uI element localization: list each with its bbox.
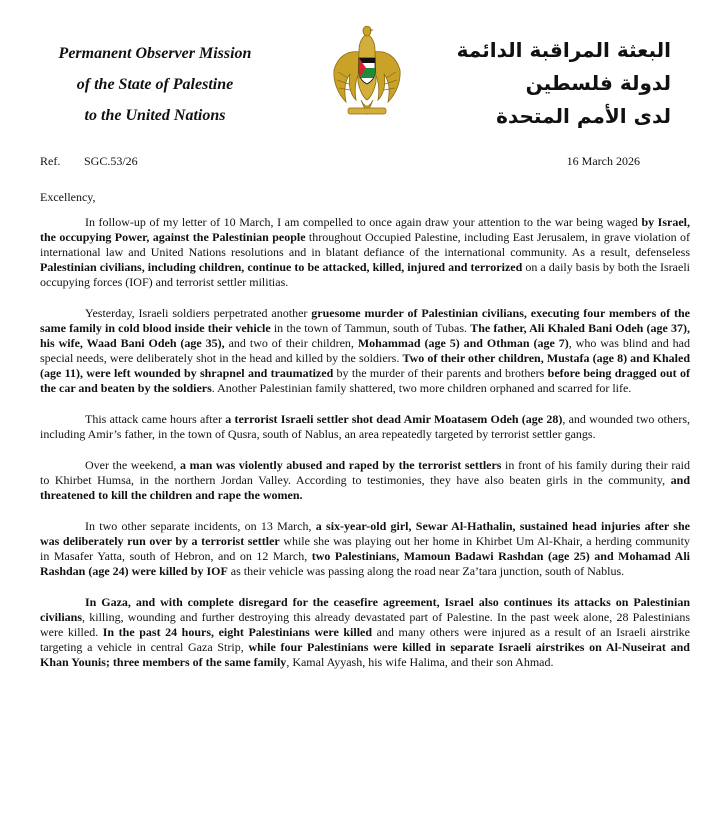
letterhead-english-line-2: of the State of Palestine [76, 76, 234, 93]
text-run: throughout Occupied Palestine, including East Jerusalem, in grave violation of international law and United Nations resolutions and in blatant defiance of the international community. As a result, defenseless [40, 230, 690, 259]
bold-text-run: a man was violently abused and raped by the terrorist settlers [180, 458, 502, 472]
body-paragraph [40, 215, 690, 290]
text-run: , Kamal Ayyash, his wife Halima, and their son Ahmad. [286, 655, 554, 669]
eagle-emblem-icon [330, 22, 404, 122]
text-run: . Another Palestinian family shattered, two more children orphaned and scarred for life. [211, 381, 632, 395]
bold-text-run: In the past 24 hours, eight Palestinians were killed [102, 625, 373, 639]
letterhead-english [40, 38, 270, 131]
emblem-scroll [348, 108, 386, 114]
eagle-head [363, 26, 371, 36]
text-run: Yesterday, Israeli soldiers perpetrated another [85, 306, 312, 320]
text-run: on a daily basis by both the Israeli occupying forces (IOF) and terrorist settler militias. [40, 260, 690, 289]
bold-text-run: two Palestinians, Mamoun Badawi Rashdan (age 25) and Mohamad Ali Rashdan (age 24) were killed by IOF [40, 549, 690, 578]
flag-shield [359, 58, 375, 84]
letterhead-arabic-line-1: البعثة المراقبة الدائمة [456, 38, 671, 62]
letterhead [0, 0, 727, 150]
bold-text-run: Palestinian civilians, including children, continue to be attacked, killed, injured and terrorized [40, 260, 523, 274]
text-run: and many others were injured as a result of an Israeli airstrike targeting a vehicle in central Gaza Strip, [40, 625, 690, 654]
body-paragraph [40, 595, 690, 670]
body-paragraph [40, 519, 690, 579]
bold-text-run: before being dragged out of the car and beaten by the soldiers [40, 366, 690, 395]
letterhead-arabic-line-3: لدى الأمم المتحدة [496, 104, 671, 128]
text-run: In follow-up of my letter of 10 March, I am compelled to once again draw your attention to the war being waged [85, 215, 642, 229]
bold-text-run: by Israel, the occupying Power, against the Palestinian people [40, 215, 690, 244]
body-paragraph [40, 306, 690, 396]
letterhead-arabic [456, 34, 671, 133]
text-run: , killing, wounding and further destroying this already devastated part of Palestine. In the past week alone, 28 Palestinians were killed. [40, 610, 690, 639]
bold-text-run: while four Palestinians were killed in separate Israeli airstrikes on Al-Nuseirat and Khan Younis; three members of the same family [40, 640, 690, 669]
eagle-left-wing [334, 52, 360, 102]
text-run: , and wounded two others, including Amir’s father, in the town of Qusra, south of Nablus, an area repeatedly targeted by terrorist settler gangs. [40, 412, 690, 441]
bold-text-run: and threatened to kill the children and rape the women. [40, 473, 690, 502]
bold-text-run: In Gaza, and with complete disregard for the ceasefire agreement, Israel also continues its attacks on Palestinian civilians [40, 595, 690, 624]
text-run: , who was blind and had special needs, were deliberately shot in the head and killed by the soldiers. [40, 336, 690, 365]
text-run: In two other separate incidents, on 13 March, [85, 519, 316, 533]
letterhead-english-line-1: Permanent Observer Mission [58, 45, 252, 62]
eagle-right-wing [374, 52, 400, 102]
bold-text-run: gruesome murder of Palestinian civilians, executing four members of the same family in cold blood inside their vehicle [40, 306, 690, 335]
text-run: in front of his family during their raid to Khirbet Humsa, in the northern Jordan Valley. According to testimonies, they have also beaten girls in the community, [40, 458, 690, 487]
text-run: and two of their children, [228, 336, 358, 350]
text-run: as their vehicle was passing along the road near Za’tara junction, south of Nablus. [227, 564, 625, 578]
text-run: This attack came hours after [85, 412, 226, 426]
letterhead-arabic-line-2: لدولة فلسطين [525, 71, 671, 95]
bold-text-run: Two of their other children, Mustafa (age 8) and Khaled (age 11), were left wounded by shrapnel and traumatized [40, 351, 690, 380]
letter-body [40, 215, 690, 686]
text-run: by the murder of their parents and brothers [333, 366, 548, 380]
text-run: while she was playing out her home in Khirbet Um Al-Khair, a herding community in Masafer Yatta, south of Hebron, and on 12 March, [40, 534, 690, 563]
bold-text-run: a terrorist Israeli settler shot dead Amir Moatasem Odeh (age 28) [225, 412, 563, 426]
text-run: Over the weekend, [85, 458, 181, 472]
body-paragraph [40, 458, 690, 503]
bold-text-run: Mohammad (age 5) and Othman (age 7) [357, 336, 569, 350]
body-paragraph [40, 412, 690, 442]
text-run: in the town of Tammun, south of Tubas. [270, 321, 471, 335]
bold-text-run: The father, Ali Khaled Bani Odeh (age 37), his wife, Waad Bani Odeh (age 35), [40, 321, 690, 350]
letter-date: 16 March 2026 [566, 154, 640, 168]
ref-number: SGC.53/26 [84, 154, 138, 168]
salutation: Excellency, [40, 190, 96, 204]
letterhead-english-line-3: to the United Nations [84, 107, 226, 124]
ref-label: Ref. [40, 154, 61, 168]
bold-text-run: a six-year-old girl, Sewar Al-Hathalin, sustained head injuries after she was deliberately run over by a terrorist settler [40, 519, 690, 548]
